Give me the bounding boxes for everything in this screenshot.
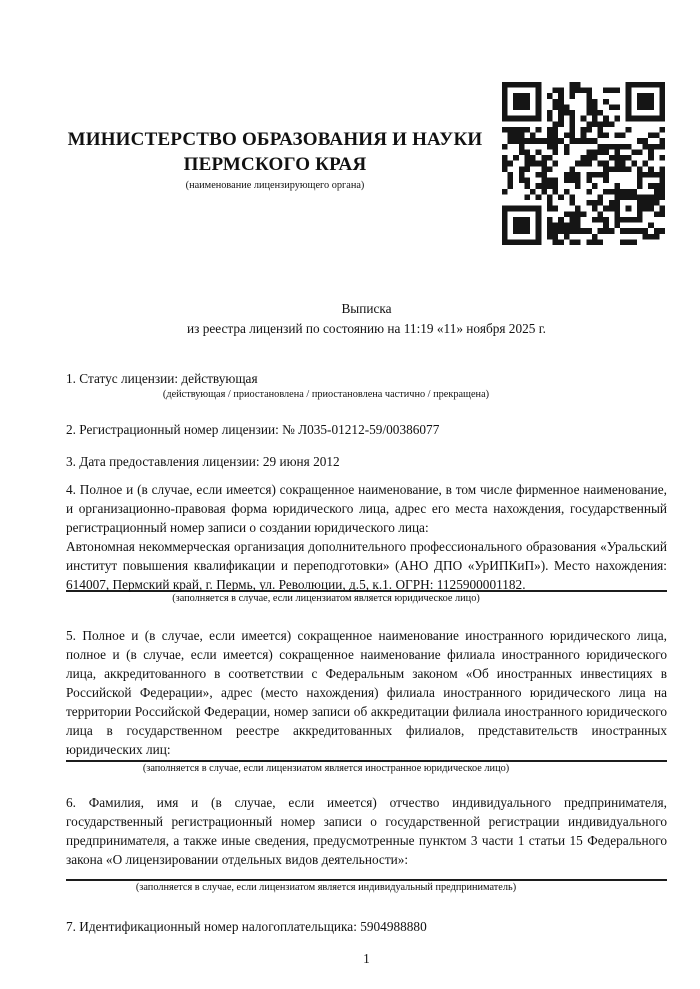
item-license-status: 1. Статус лицензии: действующая: [66, 371, 258, 386]
item-foreign-entity-caption: (заполняется в случае, если лицензиатом является иностранное юридическое лицо): [142, 763, 510, 774]
item-grant-date: 3. Дата предоставления лицензии: 29 июня 2012: [66, 454, 340, 469]
item-foreign-entity-label: 5. Полное и (в случае, если имеется) сокращенное наименование иностранного юридического лица, полное и (в случае, если имеется) сокращенное наименование филиала иностранного юридического лица, аккредитованного в соответствии с Федеральным законом «Об иностранных инвестициях в Российской Федерации», адрес (место нахождения) филиала иностранного юридического лица на территории Российской Федерации, номер записи об аккредитации филиала иностранного юридического лица в государственном реестре аккредитованных филиалов, представительств иностранных юридических лиц:: [66, 628, 667, 757]
item-license-status-caption: (действующая / приостановлена / приостановлена частично / прекращена): [162, 389, 490, 400]
document-body: [66, 0, 667, 968]
item-foreign-entity: [66, 626, 667, 759]
item-entrepreneur-caption: (заполняется в случае, если лицензиатом является индивидуальный предприниматель): [135, 882, 517, 893]
document-title: [66, 299, 667, 339]
item-registration-number: 2. Регистрационный номер лицензии: № Л035-01212-59/00386077: [66, 422, 440, 437]
title-line2: из реестра лицензий по состоянию на 11:19 «11» ноября 2025 г.: [187, 321, 546, 336]
item-legal-entity-caption: (заполняется в случае, если лицензиатом является юридическое лицо): [172, 593, 480, 604]
ministry-name-line2: ПЕРМСКОГО КРАЯ: [183, 154, 367, 175]
item-entrepreneur: [66, 793, 667, 869]
item-legal-entity: [66, 480, 667, 594]
item-taxpayer-number: 7. Идентификационный номер налогоплательщика: 5904988880: [66, 919, 427, 934]
item-legal-entity-value: Автономная некоммерческая организация дополнительного профессионального образования «Уральский институт повышения квалификации и переподготовки» (АНО ДПО «УрИПКиП»). Место нахождения: 614007, Пермский край, г. Пермь, ул. Революции, д.5, к.1. ОГРН: 1125900001182.: [66, 539, 667, 592]
page-number: 1: [363, 951, 370, 966]
item-entrepreneur-label: 6. Фамилия, имя и (в случае, если имеется) отчество индивидуального предпринимателя, государственный регистрационный номер записи о государственной регистрации индивидуального предпринимателя, а также иные сведения, предусмотренные пунктом 3 части 1 статьи 15 Федерального закона «О лицензировании отдельных видов деятельности»:: [66, 795, 667, 867]
letterhead-caption: (наименование лицензирующего органа): [185, 180, 365, 191]
ministry-name-line1: МИНИСТЕРСТВО ОБРАЗОВАНИЯ И НАУКИ: [67, 129, 483, 150]
title-line1: Выписка: [341, 301, 392, 316]
item-legal-entity-label: 4. Полное и (в случае, если имеется) сокращенное наименование, в том числе фирменное наименование, и организационно-правовая форма юридического лица, адрес его места нахождения, государственный регистрационный номер записи о создании юридического лица:: [66, 482, 667, 535]
